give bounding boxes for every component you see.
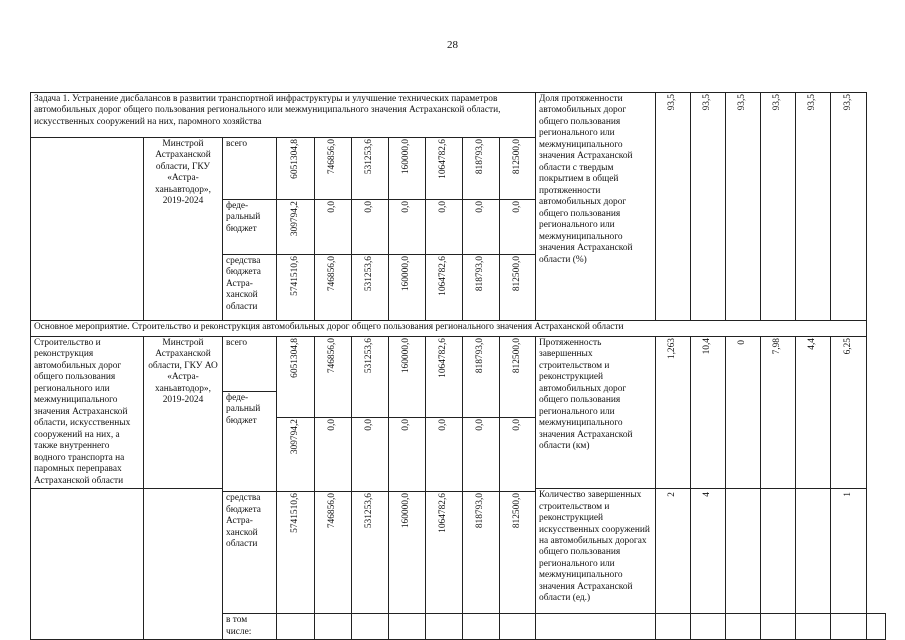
indicator-value: 93,5 <box>656 93 691 321</box>
funding-value: 0,0 <box>352 200 389 255</box>
empty-cell <box>761 614 796 640</box>
length-indicator: Протяженность завершенных строительством и реконструкцией автомобильных дорог общего пользования регионального или межмуниципального значения Астраханской области (км) <box>536 337 656 489</box>
empty-cell <box>277 614 315 640</box>
indicator-value: 7,98 <box>761 337 796 489</box>
funding-value: 6051304,8 <box>277 138 315 200</box>
indicator-value: 0 <box>726 337 761 489</box>
empty-cell <box>691 614 726 640</box>
funding-value: 0,0 <box>463 200 500 255</box>
count-indicator: Количество завершенных строительством и реконструкцией искусственных сооружений на автомобильных дорогах общего пользования регионального или межмуниципального значения Астраханской области (ед.) <box>536 489 656 614</box>
funding-value: 531253,6 <box>352 255 389 321</box>
funding-value: 818793,0 <box>463 138 500 200</box>
page-number: 28 <box>447 39 458 51</box>
funding-value: 1064782,6 <box>426 337 463 418</box>
funding-value: 818793,0 <box>463 337 500 418</box>
executor: Минстрой Астраханской области, ГКУ АО «Астра-ханьавтодор», 2019-2024 <box>144 337 223 489</box>
funding-label: средства бюджета Астра-ханской области <box>223 492 277 614</box>
indicator-value: 4,4 <box>796 337 831 489</box>
funding-label: феде-ральный бюджет <box>223 392 277 492</box>
funding-value: 160000,0 <box>389 492 426 614</box>
funding-value: 0,0 <box>315 200 352 255</box>
funding-value: 531253,6 <box>352 138 389 200</box>
funding-value: 0,0 <box>500 200 536 255</box>
empty-cell <box>656 614 691 640</box>
funding-value: 0,0 <box>426 418 463 492</box>
empty-cell <box>500 614 536 640</box>
indicator-value: 93,5 <box>691 93 726 321</box>
indicator-value: 93,5 <box>761 93 796 321</box>
funding-value: 0,0 <box>426 200 463 255</box>
funding-value: 309794,2 <box>277 200 315 255</box>
indicator-value: 10,4 <box>691 337 726 489</box>
empty-cell <box>389 614 426 640</box>
measure-description: Строительство и реконструкция автомобильных дорог общего пользования регионального или межмуниципального значения Астраханской области, искусственных сооружений на них, а также внутреннего водного транспорта на паромных переправах Астраханской области <box>31 337 144 489</box>
indicator-value: 1,263 <box>656 337 691 489</box>
indicator-value: 93,5 <box>796 93 831 321</box>
funding-label: средства бюджета Астра-ханской области <box>223 255 277 321</box>
funding-value: 746856,0 <box>315 255 352 321</box>
funding-value: 812500,0 <box>500 255 536 321</box>
empty-cell <box>867 614 886 640</box>
funding-value: 1064782,6 <box>426 255 463 321</box>
funding-label: всего <box>223 138 277 200</box>
funding-value: 5741510,6 <box>277 255 315 321</box>
empty-cell <box>352 614 389 640</box>
empty-cell <box>536 614 656 640</box>
indicator-value <box>796 489 831 614</box>
funding-value: 160000,0 <box>389 255 426 321</box>
funding-value: 812500,0 <box>500 138 536 200</box>
funding-value: 812500,0 <box>500 492 536 614</box>
funding-value: 1064782,6 <box>426 138 463 200</box>
funding-value: 818793,0 <box>463 492 500 614</box>
funding-value: 6051304,8 <box>277 337 315 418</box>
funding-value: 0,0 <box>463 418 500 492</box>
indicator-value: 4 <box>691 489 726 614</box>
funding-value: 812500,0 <box>500 337 536 418</box>
funding-value: 531253,6 <box>352 337 389 418</box>
funding-label: всего <box>223 337 277 392</box>
funding-value: 5741510,6 <box>277 492 315 614</box>
empty-cell <box>426 614 463 640</box>
funding-value: 0,0 <box>389 418 426 492</box>
funding-value: 309794,2 <box>277 418 315 492</box>
funding-value: 818793,0 <box>463 255 500 321</box>
indicator-value: 2 <box>656 489 691 614</box>
indicator-value <box>761 489 796 614</box>
funding-value: 746856,0 <box>315 337 352 418</box>
funding-label: феде-ральный бюджет <box>223 200 277 255</box>
indicator-value: 6,25 <box>831 337 867 489</box>
task-header: Задача 1. Устранение дисбалансов в развитии транспортной инфраструктуры и улучшение технических параметров автомобильных дорог общего пользования регионального или межмуниципального значения Астраханской области, искусственных сооружений на них, паромного хозяйства <box>31 93 536 138</box>
main-event: Основное мероприятие. Строительство и реконструкция автомобильных дорог общего пользования регионального значения Астраханской области <box>31 321 867 337</box>
indicator-value: 1 <box>831 489 867 614</box>
funding-value: 0,0 <box>389 200 426 255</box>
empty-cell <box>31 138 144 321</box>
empty-cell <box>796 614 831 640</box>
funding-value: 0,0 <box>500 418 536 492</box>
funding-value: 531253,6 <box>352 492 389 614</box>
executor: Минстрой Астраханской области, ГКУ «Астра-ханьавтодор», 2019-2024 <box>144 138 223 321</box>
empty-cell <box>831 614 867 640</box>
in-that-number-label: в том числе: <box>223 614 277 640</box>
program-table <box>30 92 886 640</box>
empty-cell <box>315 614 352 640</box>
executor-cont <box>144 489 223 640</box>
funding-value: 160000,0 <box>389 138 426 200</box>
share-indicator: Доля протяженности автомобильных дорог общего пользования регионального или межмуниципального значения Астраханской области с твердым покрытием в общей протяженности автомобильных дорог общего пользования регионального или межмуниципального значения Астраханской области (%) <box>536 93 656 321</box>
funding-value: 1064782,6 <box>426 492 463 614</box>
empty-cell <box>463 614 500 640</box>
empty-cell <box>726 614 761 640</box>
indicator-value: 93,5 <box>831 93 867 321</box>
funding-value: 746856,0 <box>315 492 352 614</box>
funding-value: 746856,0 <box>315 138 352 200</box>
funding-value: 0,0 <box>315 418 352 492</box>
funding-value: 0,0 <box>352 418 389 492</box>
measure-description-cont <box>31 489 144 640</box>
indicator-value <box>726 489 761 614</box>
funding-value: 160000,0 <box>389 337 426 418</box>
indicator-value: 93,5 <box>726 93 761 321</box>
